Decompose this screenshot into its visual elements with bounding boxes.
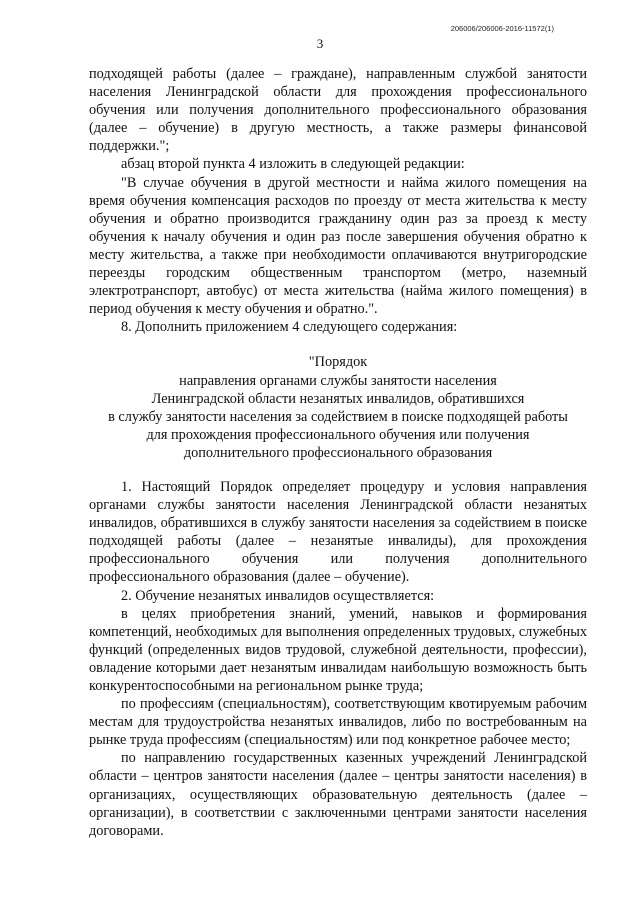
page-number: 3 — [316, 36, 324, 51]
heading-line: в службу занятости населения за содействием в поиске подходящей работы — [108, 408, 568, 425]
heading-line: направления органами службы занятости населения — [179, 372, 497, 389]
heading-title: "Порядок — [308, 354, 368, 371]
paragraph-clause-2-b: по профессиям (специальностям), соответствующим квотируемым рабочим местам для трудоустройства незанятых инвалидов, либо по востребованным на рынке труда профессиям (специальностям) или под конкретное рабочее место; — [89, 696, 587, 749]
paragraph-clause-2: 2. Обучение незанятых инвалидов осуществляется: — [121, 587, 435, 604]
appendix-heading — [89, 353, 587, 462]
document-body — [89, 65, 587, 840]
paragraph-clause-2-a: в целях приобретения знаний, умений, навыков и формирования компетенций, необходимых для выполнения определенных трудовых, служебных функций (определенных видов трудовой, служебной деятельности, профессии), овладение которыми дает незанятым инвалидам наибольшую возможность быть конкурентоспособными на региональном рынке труда; — [89, 605, 587, 694]
paragraph-clause-1: 1. Настоящий Порядок определяет процедуру и условия направления органами службы занятости населения Ленинградской области незанятых инвалидов, обратившихся в службу занятости населения за содействием в поиске подходящей работы (далее – незанятые инвалиды), для прохождения профессионального обучения или получения дополнительного профессионального образования (далее – обучение). — [89, 478, 587, 586]
heading-line: Ленинградской области незанятых инвалидов, обратившихся — [151, 390, 525, 407]
paragraph-clause-2-c: по направлению государственных казенных учреждений Ленинградской области – центров занятости населения (далее – центры занятости населения) в организациях, осуществляющих образовательную деятельность (далее – организации), в соответствии с заключенными центрами занятости населения договорами. — [89, 750, 587, 839]
paragraph-amendment-intro: абзац второй пункта 4 изложить в следующей редакции: — [121, 156, 465, 173]
paragraph-continuation: подходящей работы (далее – граждане), направленным службой занятости населения Ленинградской области для прохождения профессионального обучения или получения дополнительного профессионального образования (далее – обучение) в другую местность, а также размеры финансовой поддержки."; — [89, 66, 587, 155]
paragraph-item-8: 8. Дополнить приложением 4 следующего содержания: — [121, 319, 458, 336]
paragraph-amendment-text: "В случае обучения в другой местности и найма жилого помещения на время обучения компенсация расходов по проезду от места жительства к месту обучения и обратно производится гражданину один раз за проезд к месту обучения к началу обучения и один раз после завершения обучения обратно к месту жительства, а также при необходимости оплачиваются внутригородские переезды городским общественным транспортом (метро, наземный электротранспорт, автобус) от места жительства (найма жилого помещения) в период обучения к месту обучения и обратно.". — [89, 174, 587, 318]
document-id: 206006/206006-2016-11572(1) — [450, 24, 554, 33]
heading-line: дополнительного профессионального образования — [183, 444, 493, 461]
heading-line: для прохождения профессионального обучения или получения — [146, 426, 530, 443]
